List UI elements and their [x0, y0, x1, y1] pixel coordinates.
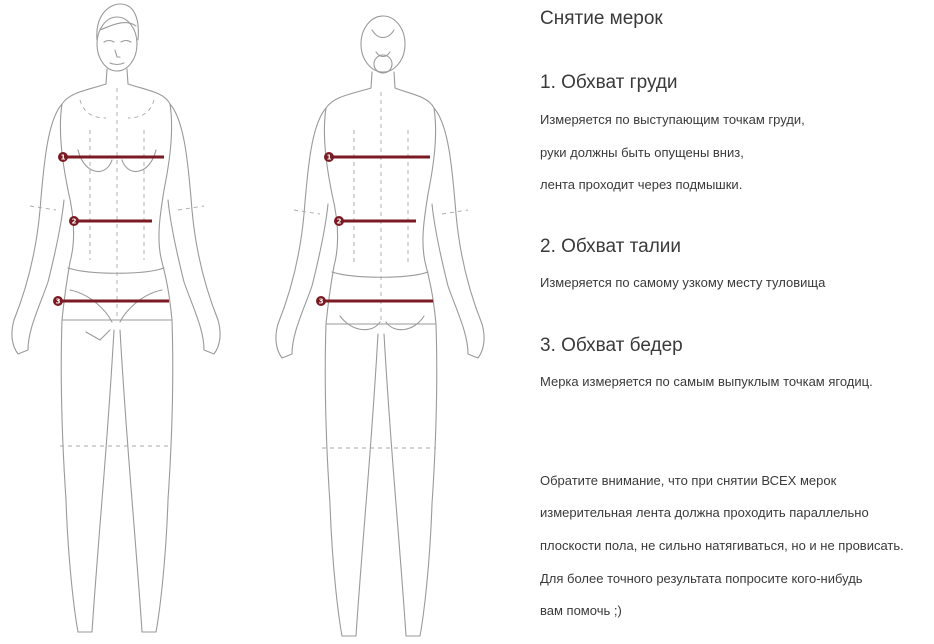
back-right-arm — [432, 108, 484, 358]
marker-label: 1 — [60, 153, 66, 162]
marker-2-front — [69, 216, 79, 226]
front-head — [97, 17, 137, 71]
front-left-leg — [61, 320, 114, 632]
waist-heading: 2. Обхват талии — [540, 236, 682, 257]
front-elbow-guide-l — [30, 206, 56, 210]
marker-label: 2 — [336, 217, 342, 226]
back-left-arm — [276, 108, 328, 358]
note-text-1: Обратите внимание, что при снятии ВСЕХ мерок — [540, 473, 837, 488]
back-right-leg — [384, 324, 437, 636]
waist-text-1: Измеряется по самому узкому месту туловища — [540, 275, 826, 290]
front-mouth — [110, 63, 124, 65]
back-figure — [276, 16, 484, 636]
marker-1-front — [58, 152, 68, 162]
note-text-3: плоскости пола, не сильно натягиваться, но и не провисать. — [540, 538, 904, 553]
front-right-arm — [168, 104, 220, 354]
marker-3-back — [316, 296, 326, 306]
back-torso — [324, 88, 436, 324]
front-left-arm — [12, 104, 64, 354]
back-neck — [371, 72, 395, 88]
marker-label: 3 — [318, 297, 324, 306]
bust-text-3: лента проходит через подмышки. — [540, 177, 743, 192]
marker-1-back — [324, 152, 334, 162]
front-crotch — [86, 330, 110, 340]
back-left-leg — [325, 324, 378, 636]
bust-text-2: руки должны быть опущены вниз, — [540, 145, 744, 160]
measurement-bands — [53, 152, 433, 306]
marker-2-back — [334, 216, 344, 226]
note-text-4: Для более точного результата попросите кого-нибудь — [540, 571, 863, 586]
front-figure — [12, 4, 220, 632]
back-head — [361, 16, 405, 72]
front-right-leg — [120, 320, 173, 632]
page-title: Снятие мерок — [540, 8, 663, 29]
hips-heading: 3. Обхват бедер — [540, 335, 683, 356]
front-nose — [115, 50, 120, 57]
note-text-2: измерительная лента должна проходить параллельно — [540, 505, 869, 520]
marker-label: 2 — [71, 217, 77, 226]
note-text-5: вам помочь ;) — [540, 603, 622, 618]
front-briefs — [68, 268, 164, 322]
instructions-panel — [540, 0, 934, 644]
front-hair — [97, 4, 139, 40]
bust-text-1: Измеряется по выступающим точкам груди, — [540, 112, 805, 127]
front-eyes — [104, 41, 131, 43]
front-hair-part — [100, 23, 136, 30]
back-elbow-guide-l — [294, 210, 320, 214]
front-elbow-guide-r — [178, 206, 204, 210]
bust-heading: 1. Обхват груди — [540, 72, 678, 93]
marker-3-front — [53, 296, 63, 306]
hips-text-1: Мерка измеряется по самым выпуклым точкам ягодиц. — [540, 374, 873, 389]
back-elbow-guide-r — [442, 210, 468, 214]
marker-label: 1 — [326, 153, 332, 162]
back-hair-lines — [372, 30, 394, 57]
front-torso — [60, 84, 172, 320]
back-hair-bun — [374, 55, 392, 73]
marker-label: 3 — [55, 297, 61, 306]
